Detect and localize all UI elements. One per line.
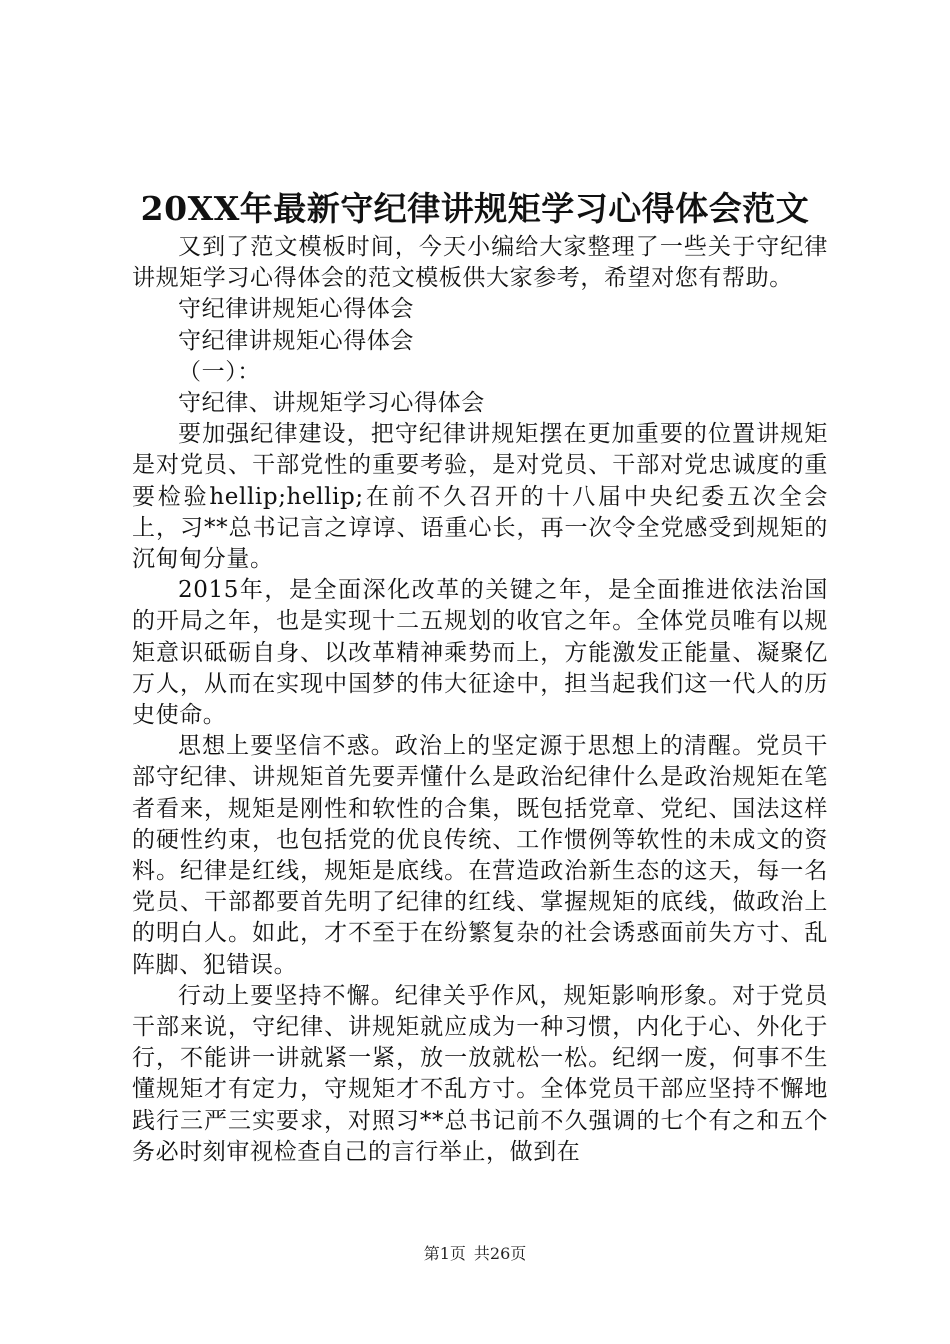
section-number: （一）： bbox=[178, 358, 261, 385]
body-paragraph: 行动上要坚持不懈。纪律关乎作风，规矩影响形象。对于党员干部来说，守纪律、讲规矩就应成为一种习惯，内化于心、外化于行，不能讲一讲就紧一紧，放一放就松一松。纪纲一废，何事不生懂规矩才有定力，守规矩才不乱方寸。全体党员干部应坚持不懈地践行三严三实要求，对照习**总书记前不久强调的七个有之和五个务必时刻审视检查自己的言行举止，做到在 bbox=[132, 982, 828, 1165]
section-heading: 守纪律讲规矩心得体会 bbox=[178, 296, 414, 323]
body-paragraph: 2015年，是全面深化改革的关键之年，是全面推进依法治国的开局之年，也是实现十二五规划的收官之年。全体党员唯有以规矩意识砥砺自身、以改革精神乘势而上，方能激发正能量、凝聚亿万人，从而在实现中国梦的伟大征途中，担当起我们这一代人的历史使命。 bbox=[132, 577, 828, 729]
body-paragraph: 思想上要坚信不惑。政治上的坚定源于思想上的清醒。党员干部守纪律、讲规矩首先要弄懂什么是政治纪律什么是政治规矩在笔者看来，规矩是刚性和软性的合集，既包括党章、党纪、国法这样的硬性约束，也包括党的优良传统、工作惯例等软性的未成文的资料。纪律是红线，规矩是底线。在营造政治新生态的这天，每一名党员、干部都要首先明了纪律的红线、掌握规矩的底线，做政治上的明白人。如此，才不至于在纷繁复杂的社会诱惑面前失方寸、乱阵脚、犯错误。 bbox=[132, 733, 828, 978]
intro-paragraph: 又到了范文模板时间，今天小编给大家整理了一些关于守纪律讲规矩学习心得体会的范文模板供大家参考，希望对您有帮助。 bbox=[132, 234, 828, 292]
page-total: 共26页 bbox=[473, 1244, 527, 1263]
page-footer bbox=[0, 1243, 950, 1265]
page-number: 第1页 bbox=[423, 1244, 466, 1263]
document-body bbox=[132, 232, 828, 1168]
document-title: 20XX年最新守纪律讲规矩学习心得体会范文 bbox=[140, 189, 810, 228]
section-subtitle: 守纪律、讲规矩学习心得体会 bbox=[178, 390, 485, 417]
body-paragraph: 要加强纪律建设，把守纪律讲规矩摆在更加重要的位置讲规矩是对党员、干部党性的重要考验，是对党员、干部对党忠诚度的重要检验hellip;hellip;在前不久召开的十八届中央纪委五次全会上，习**总书记言之谆谆、语重心长，再一次令全党感受到规矩的沉甸甸分量。 bbox=[132, 421, 828, 573]
section-heading: 守纪律讲规矩心得体会 bbox=[178, 327, 414, 354]
